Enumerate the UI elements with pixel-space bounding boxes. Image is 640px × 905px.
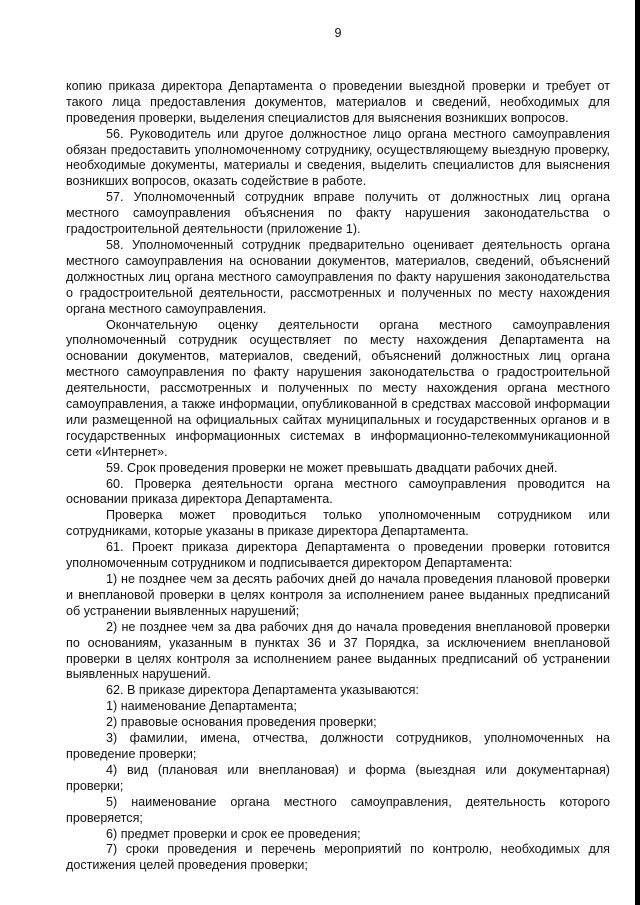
paragraph-62-item-5: 5) наименование органа местного самоуправления, деятельность которого проверяется; xyxy=(66,794,610,825)
paragraph-62-item-7: 7) сроки проведения и перечень мероприятий по контролю, необходимых для достижения целей проведения проверки; xyxy=(66,842,610,873)
paragraph-59: 59. Срок проведения проверки не может превышать двадцати рабочих дней. xyxy=(106,460,558,475)
paragraph-62: 62. В приказе директора Департамента указываются: xyxy=(106,683,419,698)
paragraph-final-assessment: Окончательную оценку деятельности органа местного самоуправления уполномоченный сотрудник осуществляет по месту нахождения Департамента на основании документов, материалов, сведений, объяснений должностных лиц органа местного самоуправления по факту нарушения законодательства о градостроительной деятельности, рассмотренных и полученных по месту нахождения органа местного самоуправления, а также информации, опубликованной в средствах массовой информации или размещенной на официальных сайтах муниципальных и государственных органов и в государственных информационных системах в информационно-телекоммуникационной сети «Интернет». xyxy=(66,317,610,459)
paragraph-62-item-3: 3) фамилии, имена, отчества, должности сотрудников, уполномоченных на проведение проверки; xyxy=(66,731,610,761)
paragraph-61: 61. Проект приказа директора Департамента о проведении проверки готовится уполномоченным сотрудником и подписывается директором Департамента: xyxy=(66,540,610,571)
paragraph-56: 56. Руководитель или другое должностное лицо органа местного самоуправления обязан предоставить уполномоченному сотруднику, осуществляющему выездную проверку, необходимые документы, материалы и сведения, выделить специалистов для выяснения возникших вопросов, оказать содействие в работе. xyxy=(66,126,610,189)
document-page xyxy=(66,26,610,874)
paragraph-57: 57. Уполномоченный сотрудник вправе получить от должностных лиц органа местного самоуправления объяснения по факту нарушения законодательства о градостроительной деятельности (приложение 1). xyxy=(66,190,610,237)
paragraph-62-item-2: 2) правовые основания проведения проверки; xyxy=(106,715,377,730)
paragraph-58: 58. Уполномоченный сотрудник предварительно оценивает деятельность органа местного самоуправления на основании документов, материалов, сведений, объяснений должностных лиц органа местного самоуправления по факту нарушения законодательства о градостроительной деятельности, рассмотренных и полученных по месту нахождения органа местного самоуправления. xyxy=(66,237,610,316)
scan-edge xyxy=(635,0,640,905)
paragraph-61-item-1: 1) не позднее чем за десять рабочих дней до начала проведения плановой проверки и внеплановой проверки в целях контроля за исполнением ранее выданных предписаний об устранении выявленных нарушений; xyxy=(66,572,610,618)
paragraph-62-item-1: 1) наименование Департамента; xyxy=(106,699,297,714)
paragraph-62-item-4: 4) вид (плановая или внеплановая) и форма (выездная или документарная) проверки; xyxy=(66,762,610,793)
page-number: 9 xyxy=(334,26,342,40)
paragraph-62-item-6: 6) предмет проверки и срок ее проведения; xyxy=(106,826,361,841)
paragraph-60: 60. Проверка деятельности органа местного самоуправления проводится на основании приказа директора Департамента. xyxy=(66,476,610,507)
paragraph-continuation: копию приказа директора Департамента о проведении выездной проверки и требует от такого лица предоставления документов, материалов и сведений, необходимых для проведения проверки, выделения специалистов для выяснения возникших вопросов. xyxy=(66,78,610,125)
paragraph-61-item-2: 2) не позднее чем за два рабочих дня до начала проведения внеплановой проверки по основаниям, указанным в пунктах 36 и 37 Порядка, за исключением внеплановой проверки в целях контроля за исполнением ранее выданных предписаний об устранении выявленных нарушений. xyxy=(66,619,610,682)
paragraph-60-staff: Проверка может проводиться только уполномоченным сотрудником или сотрудниками, которые указаны в приказе директора Департамента. xyxy=(66,508,610,539)
